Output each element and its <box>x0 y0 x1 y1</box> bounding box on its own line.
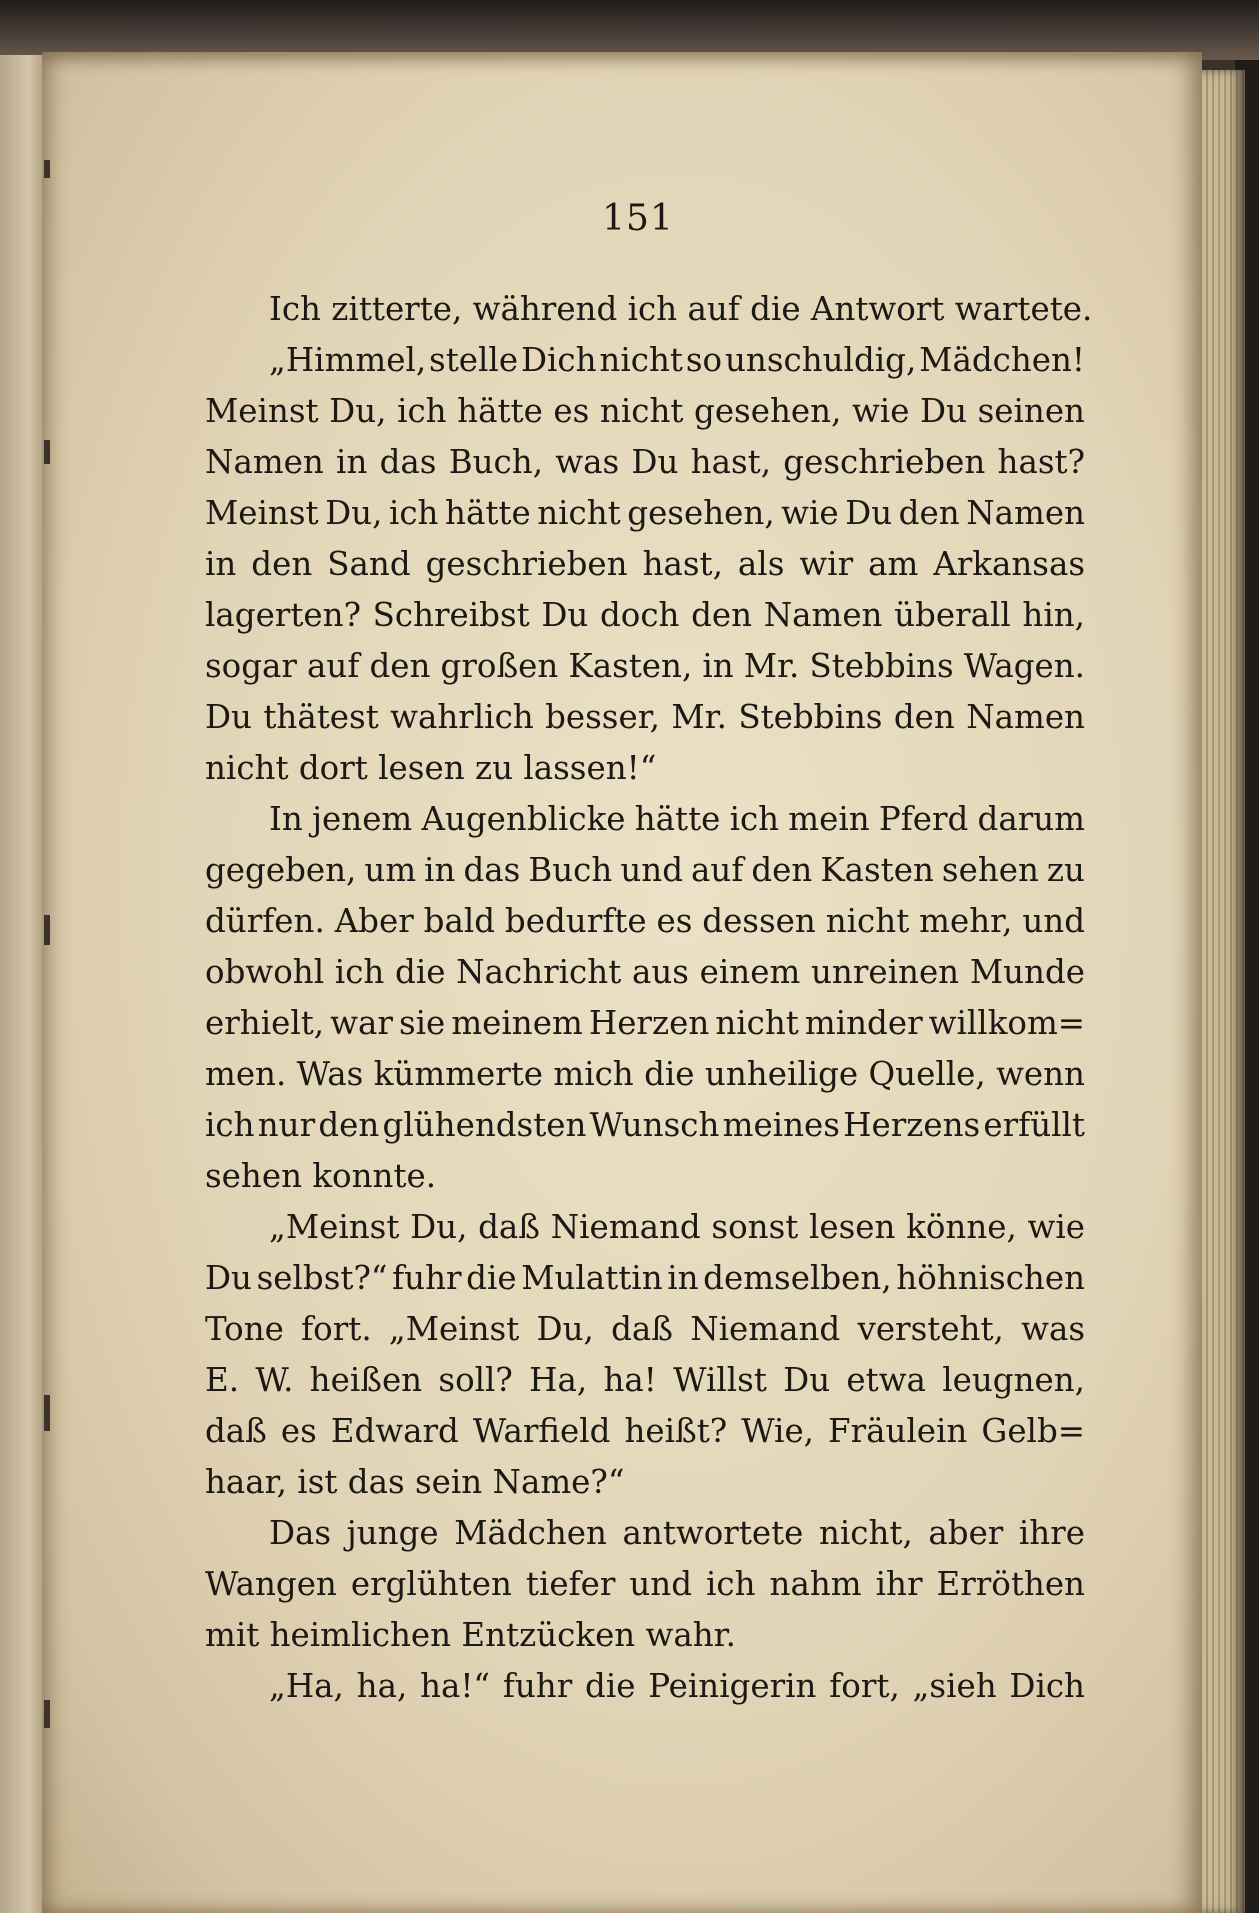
text-line: Wangen erglühten tiefer und ich nahm ihr Erröthen <box>205 1565 1085 1603</box>
text-line: Namen in das Buch, was Du hast, geschrieben hast? <box>205 443 1085 481</box>
book-page <box>42 52 1202 1913</box>
paragraph <box>205 335 1085 794</box>
binding-mark <box>44 440 50 464</box>
text-line: ich nur den glühendsten Wunsch meines Herzens erfüllt <box>205 1106 1085 1144</box>
text-line: sehen konnte. <box>205 1157 437 1195</box>
text-line: in den Sand geschrieben hast, als wir am Arkansas <box>205 545 1085 583</box>
text-line: Ich zitterte, während ich auf die Antwort wartete. <box>269 290 1093 328</box>
text-line: „Ha, ha, ha!“ fuhr die Peinigerin fort, „sieh Dich <box>269 1667 1085 1705</box>
text-line: In jenem Augenblicke hätte ich mein Pferd darum <box>269 800 1085 838</box>
binding-mark <box>44 1700 50 1728</box>
text-line: erhielt, war sie meinem Herzen nicht minder willkom= <box>205 1004 1085 1042</box>
text-line: men. Was kümmerte mich die unheilige Quelle, wenn <box>205 1055 1085 1093</box>
text-line: Das junge Mädchen antwortete nicht, aber ihre <box>269 1514 1085 1552</box>
text-line: nicht dort lesen zu lassen!“ <box>205 749 657 787</box>
text-line: Meinst Du, ich hätte nicht gesehen, wie Du den Namen <box>205 494 1085 532</box>
text-line: „Meinst Du, daß Niemand sonst lesen könne, wie <box>269 1208 1085 1246</box>
text-line: Tone fort. „Meinst Du, daß Niemand versteht, was <box>205 1310 1085 1348</box>
paragraph <box>205 1202 1085 1508</box>
page-body-text <box>205 284 1093 1712</box>
binding-mark <box>44 915 50 945</box>
text-line: „Himmel, stelle Dich nicht so unschuldig, Mädchen! <box>269 341 1085 379</box>
text-line: dürfen. Aber bald bedurfte es dessen nicht mehr, und <box>205 902 1085 940</box>
paragraph <box>205 1661 1085 1712</box>
text-line: Du selbst?“ fuhr die Mulattin in demselben, höhnischen <box>205 1259 1085 1297</box>
text-line: mit heimlichen Entzücken wahr. <box>205 1616 736 1654</box>
paragraph <box>205 284 1093 335</box>
paragraph <box>205 1508 1085 1661</box>
text-line: haar, ist das sein Name?“ <box>205 1463 625 1501</box>
text-line: lagerten? Schreibst Du doch den Namen überall hin, <box>205 596 1085 634</box>
left-facing-page-edge <box>0 55 48 1913</box>
binding-mark <box>44 1395 50 1431</box>
text-line: E. W. heißen soll? Ha, ha! Willst Du etwa leugnen, <box>205 1361 1085 1399</box>
text-line: obwohl ich die Nachricht aus einem unreinen Munde <box>205 953 1085 991</box>
paragraph <box>205 794 1085 1202</box>
binding-mark <box>44 160 50 178</box>
book-cover-top-edge <box>0 0 1259 60</box>
text-line: gegeben, um in das Buch und auf den Kasten sehen zu <box>205 851 1085 889</box>
text-line: sogar auf den großen Kasten, in Mr. Stebbins Wagen. <box>205 647 1085 685</box>
page-number: 151 <box>602 198 674 239</box>
text-line: Du thätest wahrlich besser, Mr. Stebbins den Namen <box>205 698 1085 736</box>
text-line: daß es Edward Warfield heißt? Wie, Fräulein Gelb= <box>205 1412 1085 1450</box>
text-line: Meinst Du, ich hätte es nicht gesehen, wie Du seinen <box>205 392 1085 430</box>
